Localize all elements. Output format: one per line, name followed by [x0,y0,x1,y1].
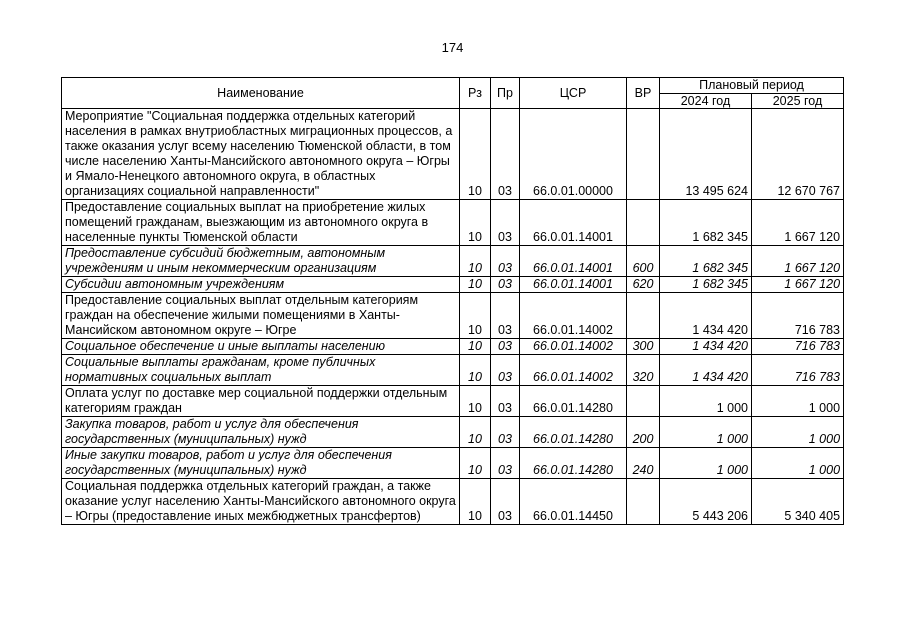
cell-rz: 10 [460,386,491,417]
cell-2024: 1 682 345 [660,246,752,277]
cell-name: Социальная поддержка отдельных категорий граждан, а также оказание услуг населению Ханты-Мансийского автономного округа – Югры (предоставление иных межбюджетных трансфертов) [62,479,460,525]
cell-2024: 1 000 [660,417,752,448]
cell-2025: 1 000 [752,448,844,479]
cell-2025: 12 670 767 [752,109,844,200]
cell-pr: 03 [491,448,520,479]
cell-pr: 03 [491,109,520,200]
table-row [62,479,844,525]
header-vr: ВР [627,78,660,109]
header-year-2024: 2024 год [660,93,752,109]
budget-table [61,77,844,525]
cell-csr: 66.0.01.14002 [520,355,627,386]
table-body [62,109,844,525]
cell-pr: 03 [491,355,520,386]
cell-2024: 1 434 420 [660,355,752,386]
cell-vr [627,109,660,200]
cell-vr: 600 [627,246,660,277]
cell-csr: 66.0.01.14280 [520,386,627,417]
table-row [62,448,844,479]
cell-rz: 10 [460,246,491,277]
cell-vr: 620 [627,277,660,293]
header-year-2025: 2025 год [752,93,844,109]
cell-name: Социальные выплаты гражданам, кроме публичных нормативных социальных выплат [62,355,460,386]
cell-name: Социальное обеспечение и иные выплаты населению [62,339,460,355]
table-row [62,277,844,293]
table-row [62,246,844,277]
cell-2025: 5 340 405 [752,479,844,525]
cell-name: Оплата услуг по доставке мер социальной поддержки отдельным категориям граждан [62,386,460,417]
cell-rz: 10 [460,200,491,246]
cell-2024: 1 434 420 [660,339,752,355]
cell-rz: 10 [460,293,491,339]
cell-name: Предоставление социальных выплат отдельным категориям граждан на обеспечение жилыми помещениями в Ханты-Мансийском автономном округе – Югре [62,293,460,339]
cell-vr [627,386,660,417]
cell-rz: 10 [460,448,491,479]
cell-2024: 1 682 345 [660,277,752,293]
header-planning-period: Плановый период [660,78,844,94]
cell-2025: 716 783 [752,355,844,386]
cell-rz: 10 [460,417,491,448]
cell-2024: 1 682 345 [660,200,752,246]
cell-name: Иные закупки товаров, работ и услуг для обеспечения государственных (муниципальных) нужд [62,448,460,479]
cell-vr [627,293,660,339]
cell-rz: 10 [460,277,491,293]
cell-pr: 03 [491,417,520,448]
cell-csr: 66.0.01.14002 [520,339,627,355]
cell-rz: 10 [460,339,491,355]
cell-2025: 716 783 [752,293,844,339]
table-row [62,417,844,448]
cell-vr: 300 [627,339,660,355]
cell-2025: 716 783 [752,339,844,355]
table-row [62,386,844,417]
cell-csr: 66.0.01.14001 [520,277,627,293]
cell-2024: 1 000 [660,448,752,479]
table-row [62,293,844,339]
cell-name: Закупка товаров, работ и услуг для обеспечения государственных (муниципальных) нужд [62,417,460,448]
cell-pr: 03 [491,200,520,246]
cell-pr: 03 [491,293,520,339]
cell-name: Предоставление социальных выплат на приобретение жилых помещений гражданам, выезжающим из автономного округа в населенные пункты Тюменской области [62,200,460,246]
cell-vr [627,200,660,246]
cell-pr: 03 [491,479,520,525]
table-row [62,109,844,200]
cell-pr: 03 [491,246,520,277]
table-row [62,355,844,386]
cell-2025: 1 667 120 [752,200,844,246]
cell-2024: 1 434 420 [660,293,752,339]
cell-name: Субсидии автономным учреждениям [62,277,460,293]
cell-vr: 200 [627,417,660,448]
header-name: Наименование [62,78,460,109]
cell-csr: 66.0.01.14001 [520,200,627,246]
cell-rz: 10 [460,355,491,386]
cell-name: Предоставление субсидий бюджетным, автономным учреждениям и иным некоммерческим организациям [62,246,460,277]
cell-rz: 10 [460,109,491,200]
cell-csr: 66.0.01.14001 [520,246,627,277]
cell-2025: 1 000 [752,386,844,417]
cell-2024: 1 000 [660,386,752,417]
cell-csr: 66.0.01.14280 [520,417,627,448]
cell-2025: 1 667 120 [752,246,844,277]
cell-2025: 1 667 120 [752,277,844,293]
cell-pr: 03 [491,277,520,293]
cell-vr: 320 [627,355,660,386]
cell-name: Мероприятие "Социальная поддержка отдельных категорий населения в рамках внутриобластных миграционных процессов, а также оказания услуг всему населению Тюменской области, в том числе населению Ханты-Мансийского автономного округа – Югры и Ямало-Ненецкого автономного округа, в областных организациях социальной направленности" [62,109,460,200]
header-pr: Пр [491,78,520,109]
table-row [62,339,844,355]
cell-rz: 10 [460,479,491,525]
cell-csr: 66.0.01.14450 [520,479,627,525]
cell-csr: 66.0.01.14002 [520,293,627,339]
table-header [62,78,844,109]
cell-csr: 66.0.01.14280 [520,448,627,479]
page-number: 174 [441,40,464,55]
cell-pr: 03 [491,386,520,417]
cell-vr: 240 [627,448,660,479]
table-row [62,200,844,246]
cell-pr: 03 [491,339,520,355]
cell-2024: 13 495 624 [660,109,752,200]
header-csr: ЦСР [520,78,627,109]
cell-2024: 5 443 206 [660,479,752,525]
cell-2025: 1 000 [752,417,844,448]
cell-csr: 66.0.01.00000 [520,109,627,200]
header-rz: Рз [460,78,491,109]
cell-vr [627,479,660,525]
